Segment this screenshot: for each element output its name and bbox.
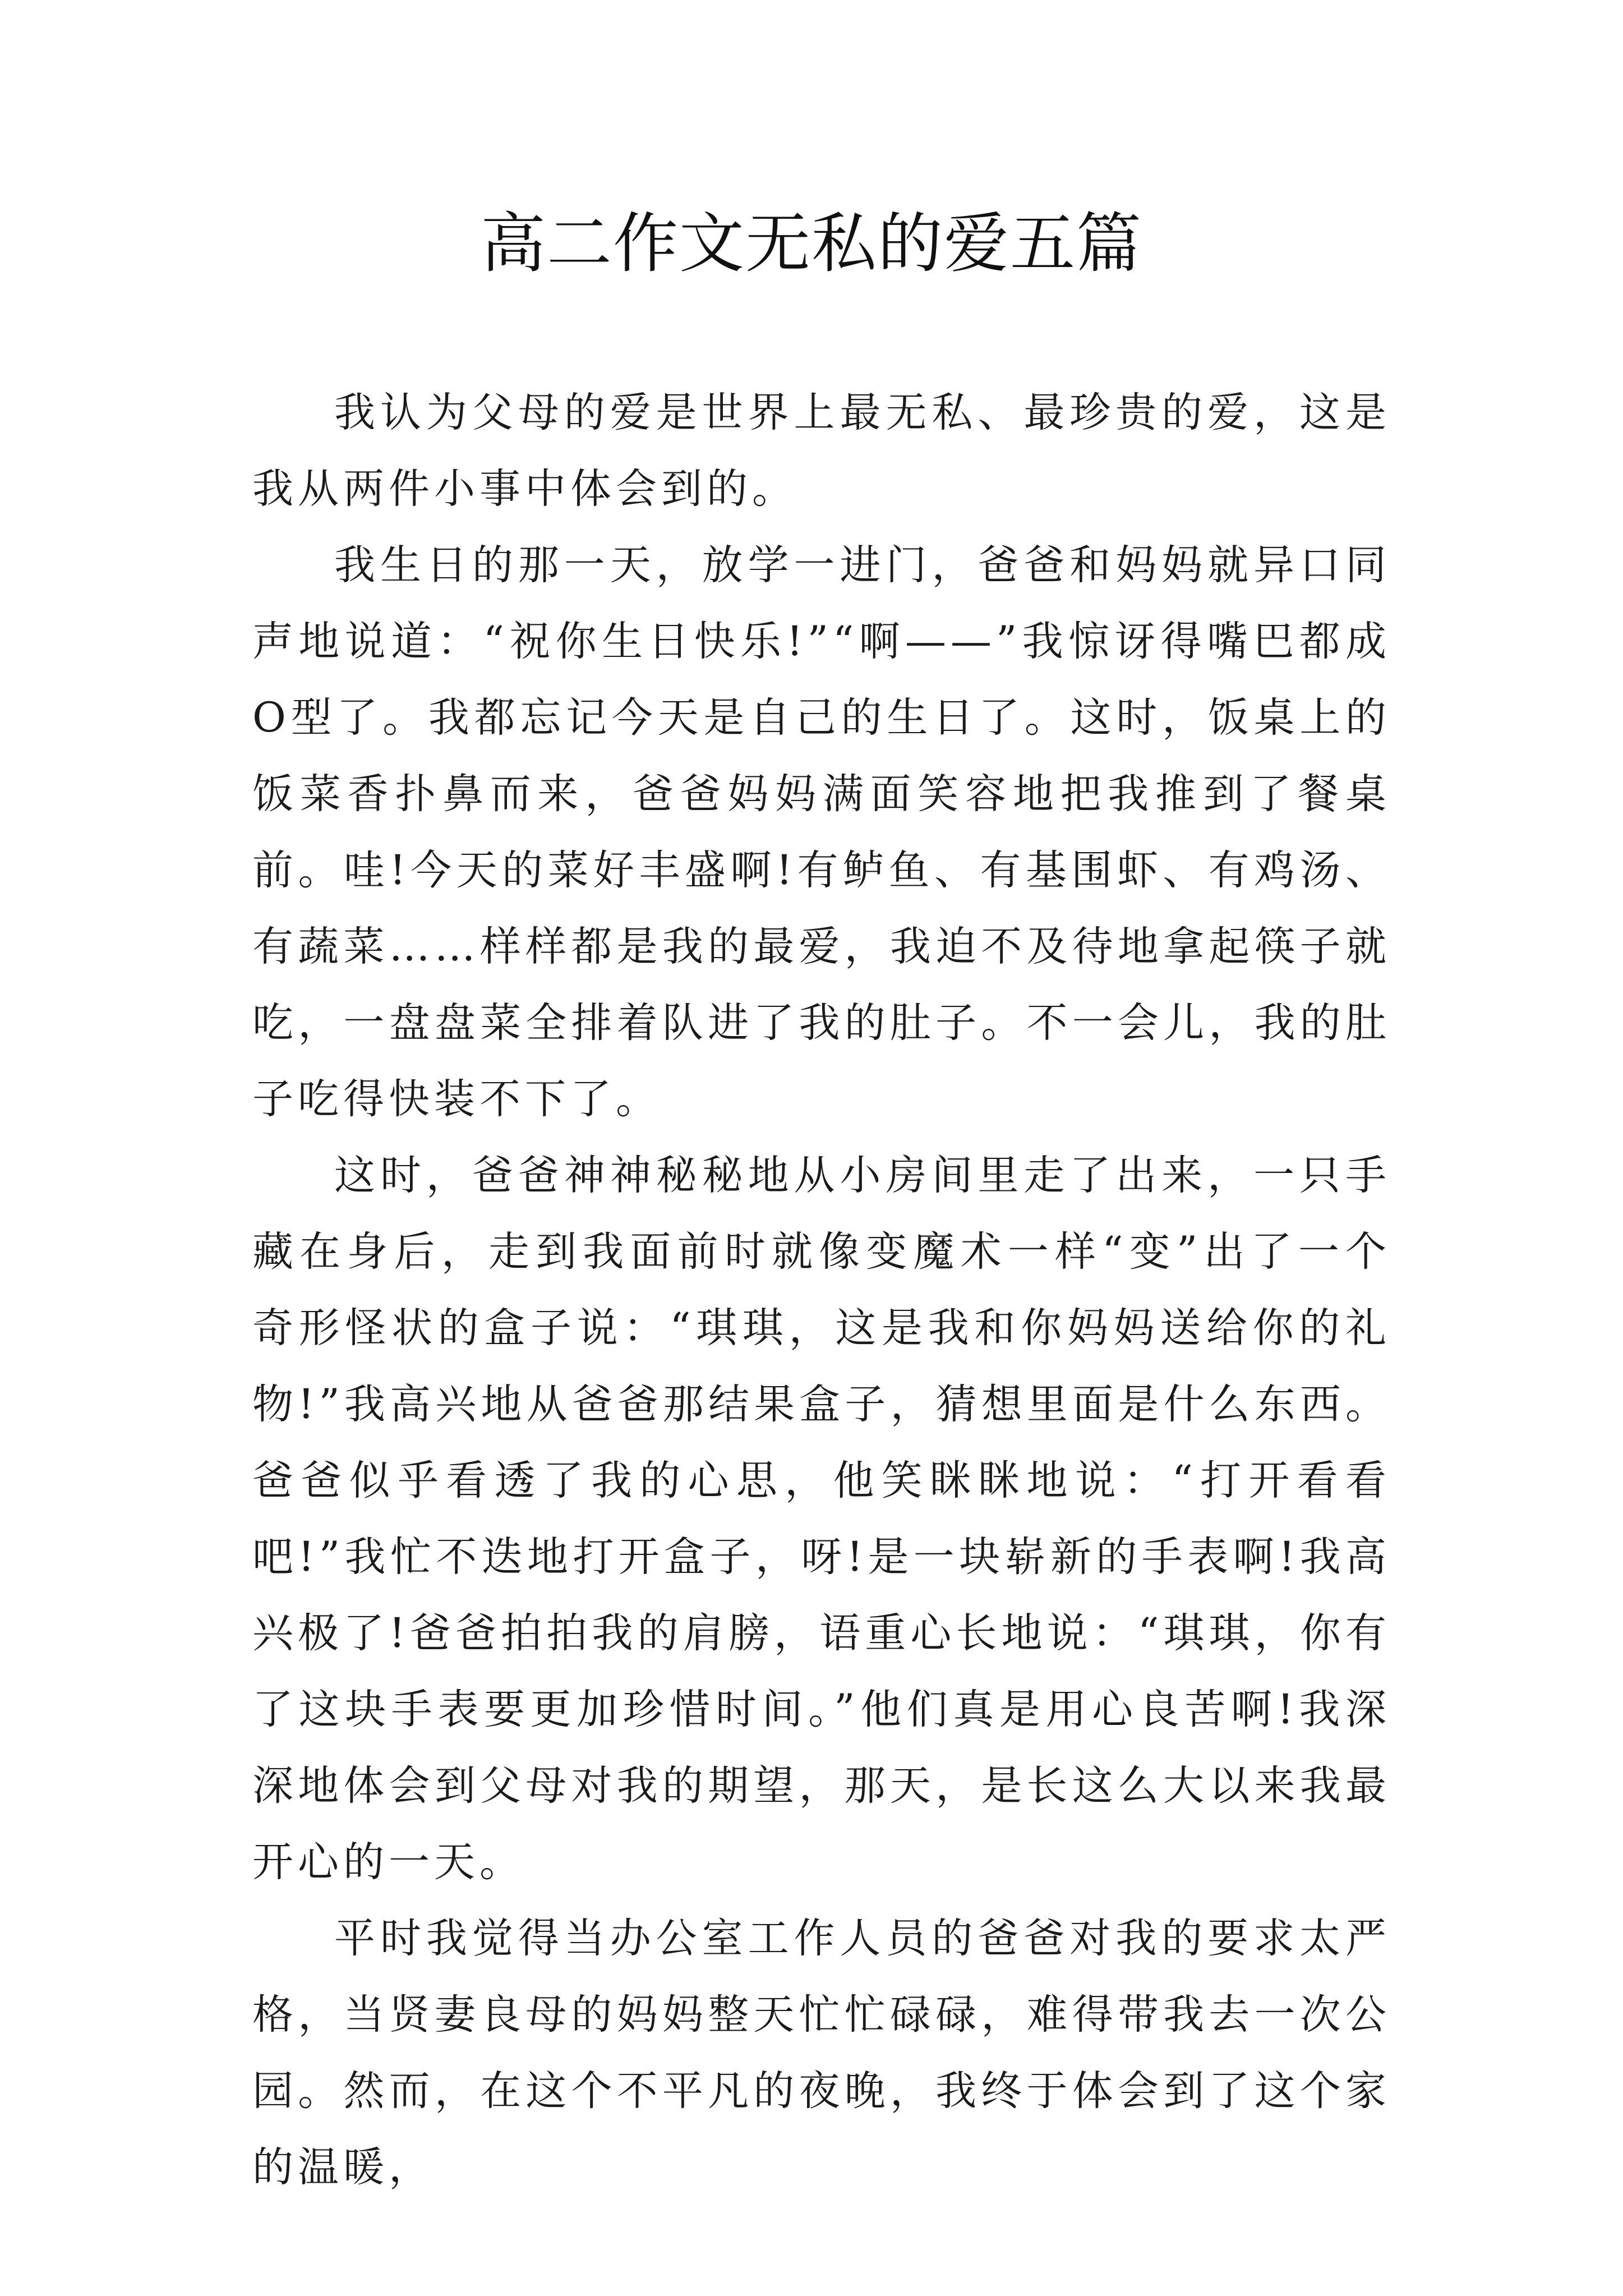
document-body — [252, 375, 1391, 2206]
paragraph: 我认为父母的爱是世界上最无私、最珍贵的爱，这是我从两件小事中体会到的。 — [252, 389, 1391, 513]
paragraph: 平时我觉得当办公室工作人员的爸爸对我的要求太严格，当贤妻良母的妈妈整天忙忙碌碌，难得带我去一次公园。然而，在这个不平凡的夜晚，我终于体会到了这个家的温暖， — [252, 1915, 1391, 2191]
paragraph: 我生日的那一天，放学一进门，爸爸和妈妈就异口同声地说道：“祝你生日快乐!”“啊——”我惊讶得嘴巴都成O型了。我都忘记今天是自己的生日了。这时，饭桌上的饭菜香扑鼻而来，爸爸妈妈满面笑容地把我推到了餐桌前。哇!今天的菜好丰盛啊!有鲈鱼、有基围虾、有鸡汤、有蔬菜……样样都是我的最爱，我迫不及待地拿起筷子就吃，一盘盘菜全排着队进了我的肚子。不一会儿，我的肚子吃得快装不下了。 — [252, 541, 1391, 1123]
paragraph: 这时，爸爸神神秘秘地从小房间里走了出来，一只手藏在身后，走到我面前时就像变魔术一样“变”出了一个奇形怪状的盒子说：“琪琪，这是我和你妈妈送给你的礼物!”我高兴地从爸爸那结果盒子，猜想里面是什么东西。爸爸似乎看透了我的心思，他笑眯眯地说：“打开看看吧!”我忙不迭地打开盒子，呀!是一块崭新的手表啊!我高兴极了!爸爸拍拍我的肩膀，语重心长地说：“琪琪，你有了这块手表要更加珍惜时间。”他们真是用心良苦啊!我深深地体会到父母对我的期望，那天，是长这么大以来我最开心的一天。 — [252, 1152, 1391, 1886]
document-title: 高二作文无私的爱五篇 — [481, 206, 1142, 282]
